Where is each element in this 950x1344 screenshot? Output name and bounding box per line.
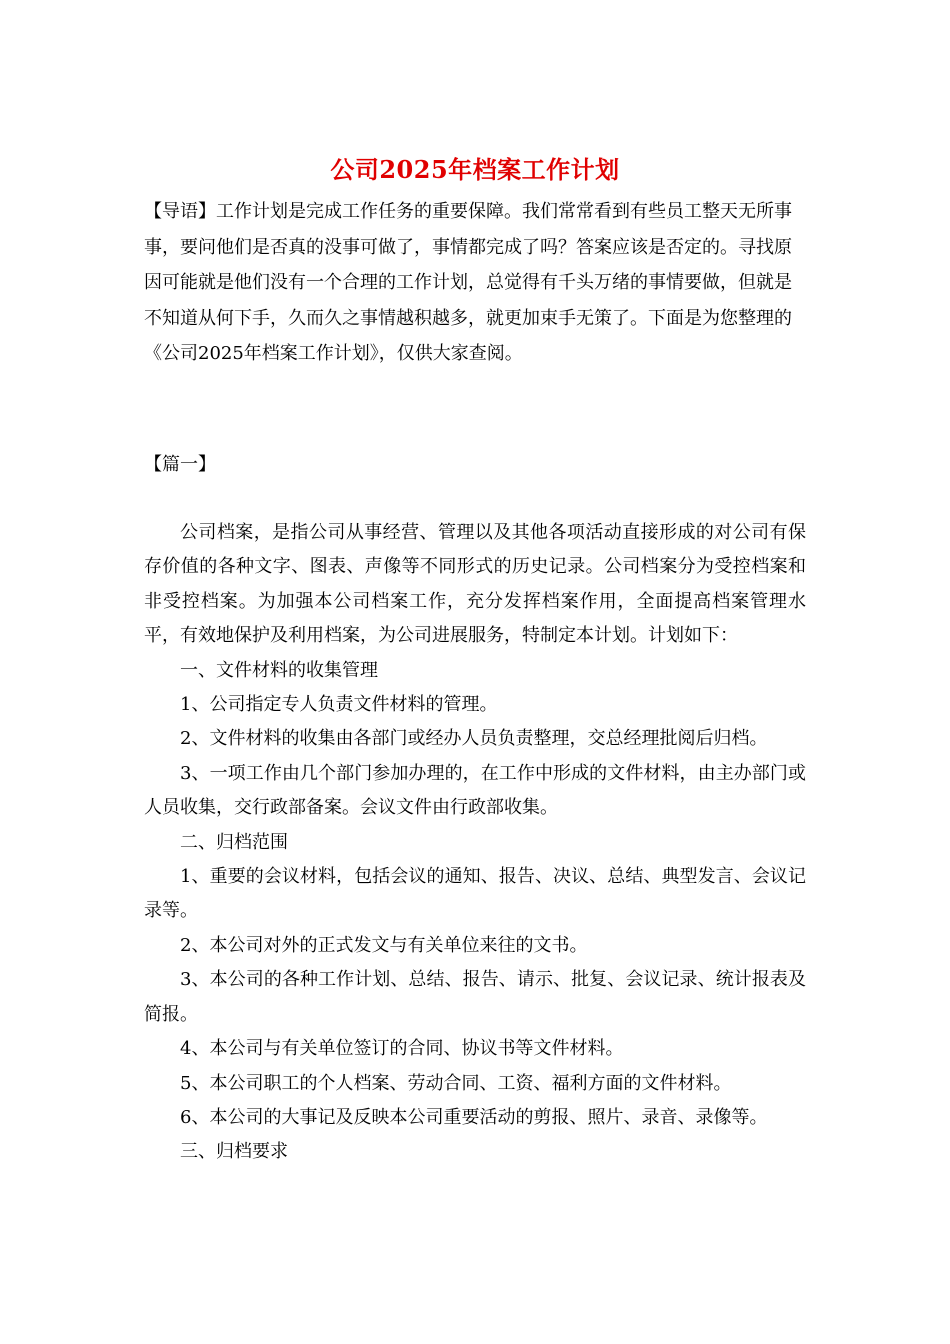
list-item: 3、本公司的各种工作计划、总结、报告、请示、批复、会议记录、统计报表及简报。: [144, 969, 806, 1025]
list-item: 1、公司指定专人负责文件材料的管理。: [180, 694, 498, 716]
list-item: 2、本公司对外的正式发文与有关单位来往的文书。: [180, 934, 588, 956]
list-item: 4、本公司与有关单位签订的合同、协议书等文件材料。: [180, 1038, 624, 1060]
section-label: 【篇一】: [144, 454, 216, 475]
heading-scope: 二、归档范围: [180, 831, 288, 853]
heading-collection: 一、文件材料的收集管理: [180, 659, 378, 681]
body-text: [144, 516, 806, 1170]
intro-paragraph: 【导语】工作计划是完成工作任务的重要保障。我们常常看到有些员工整天无所事事，要问他们是否真的没事可做了，事情都完成了吗？答案应该是否定的。寻找原因可能就是他们没有一个合理的工作计划，总觉得有千头万绪的事情要做，但就是不知道从何下手，久而久之事情越积越多，就更加束手无策了。下面是为您整理的《公司2025年档案工作计划》，仅供大家查阅。: [144, 201, 792, 364]
list-item: 6、本公司的大事记及反映本公司重要活动的剪报、照片、录音、录像等。: [180, 1106, 768, 1128]
list-item: 2、文件材料的收集由各部门或经办人员负责整理，交总经理批阅后归档。: [180, 728, 768, 750]
list-item: 1、重要的会议材料，包括会议的通知、报告、决议、总结、典型发言、会议记录等。: [144, 866, 806, 922]
document-title: 公司2025年档案工作计划: [330, 155, 620, 184]
paragraph: 公司档案，是指公司从事经营、管理以及其他各项活动直接形成的对公司有保存价值的各种文字、图表、声像等不同形式的历史记录。公司档案分为受控档案和非受控档案。为加强本公司档案工作，充分发挥档案作用，全面提高档案管理水平，有效地保护及利用档案，为公司进展服务，特制定本计划。计划如下：: [144, 522, 806, 647]
list-item: 5、本公司职工的个人档案、劳动合同、工资、福利方面的文件材料。: [180, 1072, 732, 1094]
heading-requirements: 三、归档要求: [180, 1141, 288, 1163]
list-item: 3、一项工作由几个部门参加办理的，在工作中形成的文件材料，由主办部门或人员收集，交行政部备案。会议文件由行政部收集。: [144, 762, 806, 819]
